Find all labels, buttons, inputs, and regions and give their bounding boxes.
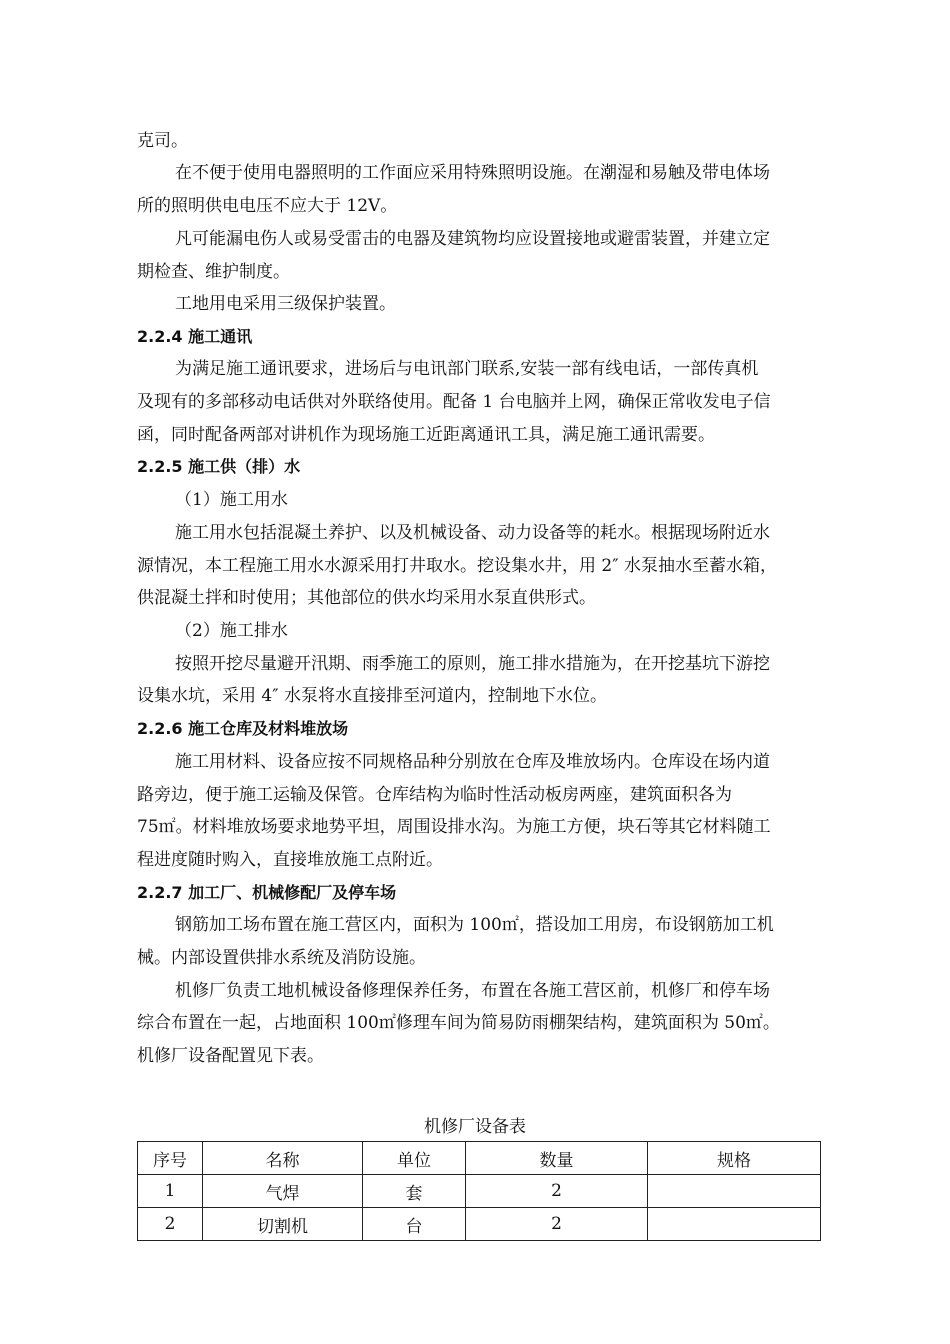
section-heading: 2.2.6 施工仓库及材料堆放场: [137, 719, 349, 738]
paragraph-line: 期检查、维护制度。: [137, 262, 290, 282]
paragraph-line: 所的照明供电电压不应大于 12V。: [137, 196, 398, 216]
table-cell: [648, 1208, 821, 1241]
paragraph-line: 函，同时配备两部对讲机作为现场施工近距离通讯工具，满足施工通讯需要。: [137, 425, 715, 445]
paragraph-line: 按照开挖尽量避开汛期、雨季施工的原则，施工排水措施为，在开挖基坑下游挖: [175, 654, 770, 674]
table-header-cell: 数量: [466, 1142, 648, 1175]
table-row: [138, 1175, 821, 1208]
paragraph-line: 凡可能漏电伤人或易受雷击的电器及建筑物均应设置接地或避雷装置，并建立定: [175, 229, 770, 249]
table-header-cell: 规格: [648, 1142, 821, 1175]
table-cell: 1: [138, 1175, 203, 1208]
paragraph-line: 源情况，本工程施工用水水源采用打井取水。挖设集水井，用 2″ 水泵抽水至蓄水箱，: [137, 556, 777, 576]
table-header-cell: 序号: [138, 1142, 203, 1175]
paragraph-line: 综合布置在一起，占地面积 100㎡修理车间为简易防雨棚架结构，建筑面积为 50㎡。: [137, 1013, 780, 1033]
paragraph-line: 克司。: [137, 131, 188, 151]
paragraph-line: 为满足施工通讯要求，进场后与电讯部门联系,安装一部有线电话，一部传真机: [175, 359, 759, 379]
paragraph-line: 工地用电采用三级保护装置。: [175, 294, 396, 314]
table-cell: 2: [466, 1175, 648, 1208]
table-cell: 套: [363, 1175, 466, 1208]
paragraph-line: 供混凝土拌和时使用；其他部位的供水均采用水泵直供形式。: [137, 588, 596, 608]
section-heading: 2.2.5 施工供（排）水: [137, 457, 301, 476]
table-cell: 台: [363, 1208, 466, 1241]
section-heading: 2.2.7 加工厂、机械修配厂及停车场: [137, 883, 397, 902]
table-cell: 2: [138, 1208, 203, 1241]
paragraph-line: 75㎡。材料堆放场要求地势平坦，周围设排水沟。为施工方便，块石等其它材料随工: [137, 817, 771, 837]
table-cell: 2: [466, 1208, 648, 1241]
paragraph-line: 及现有的多部移动电话供对外联络使用。配备 1 台电脑并上网，确保正常收发电子信: [137, 392, 771, 412]
table-caption: 机修厂设备表: [424, 1117, 526, 1137]
paragraph-line: 施工用水包括混凝土养护、以及机械设备、动力设备等的耗水。根据现场附近水: [175, 523, 770, 543]
table-cell: 切割机: [203, 1208, 363, 1241]
paragraph-line: 械。内部设置供排水系统及消防设施。: [137, 948, 426, 968]
paragraph-line: 钢筋加工场布置在施工营区内，面积为 100㎡，搭设加工用房，布设钢筋加工机: [175, 915, 774, 935]
section-heading: 2.2.4 施工通讯: [137, 327, 253, 346]
paragraph-line: 机修厂设备配置见下表。: [137, 1046, 324, 1066]
table-cell: [648, 1175, 821, 1208]
table-header-cell: 单位: [363, 1142, 466, 1175]
paragraph-line: 设集水坑，采用 4″ 水泵将水直接排至河道内，控制地下水位。: [137, 686, 607, 706]
subsection-heading: （1）施工用水: [175, 490, 288, 510]
table-cell: 气焊: [203, 1175, 363, 1208]
table-header-cell: 名称: [203, 1142, 363, 1175]
table-header-row: [138, 1142, 821, 1175]
paragraph-line: 施工用材料、设备应按不同规格品种分别放在仓库及堆放场内。仓库设在场内道: [175, 752, 770, 772]
paragraph-line: 程进度随时购入，直接堆放施工点附近。: [137, 850, 443, 870]
paragraph-line: 路旁边，便于施工运输及保管。仓库结构为临时性活动板房两座，建筑面积各为: [137, 785, 732, 805]
subsection-heading: （2）施工排水: [175, 621, 288, 641]
paragraph-line: 在不便于使用电器照明的工作面应采用特殊照明设施。在潮湿和易触及带电体场: [175, 163, 770, 183]
table-row: [138, 1208, 821, 1241]
paragraph-line: 机修厂负责工地机械设备修理保养任务，布置在各施工营区前，机修厂和停车场: [175, 981, 770, 1001]
equipment-table: [137, 1141, 821, 1241]
